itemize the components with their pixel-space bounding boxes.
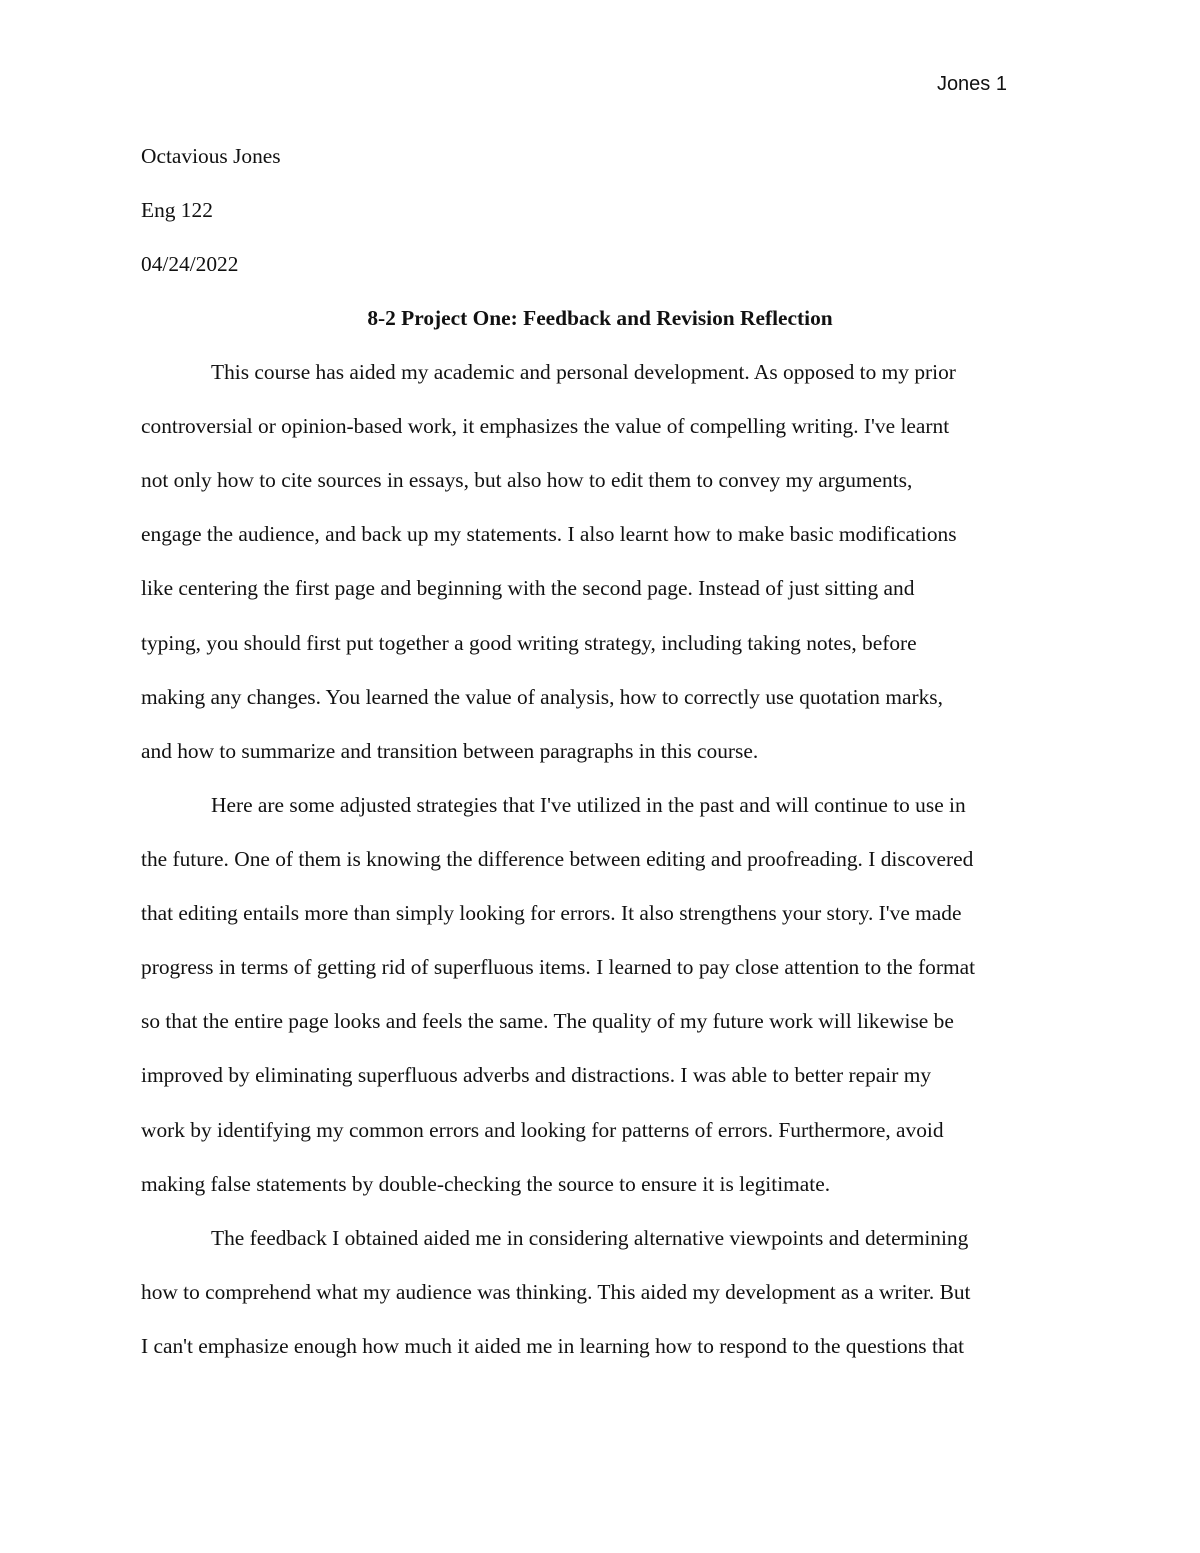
paragraph-1-line-8: and how to summarize and transition between paragraphs in this course. (141, 739, 759, 763)
paragraph-2-line-4: progress in terms of getting rid of superfluous items. I learned to pay close attention to the format (141, 955, 976, 979)
paragraph-2-line-6: improved by eliminating superfluous adverbs and distractions. I was able to better repair my (141, 1063, 932, 1087)
paragraph-1-line-4: engage the audience, and back up my statements. I also learnt how to make basic modifications (141, 522, 957, 546)
document-title: 8-2 Project One: Feedback and Revision Reflection (367, 306, 833, 330)
paragraph-2-line-3: that editing entails more than simply looking for errors. It also strengthens your story. I've made (141, 901, 962, 925)
paragraph-2-line-8: making false statements by double-checking the source to ensure it is legitimate. (141, 1172, 831, 1196)
paragraph-1-line-6: typing, you should first put together a good writing strategy, including taking notes, before (141, 631, 917, 655)
paragraph-3-line-1: The feedback I obtained aided me in considering alternative viewpoints and determining (211, 1226, 969, 1250)
paragraph-1-line-5: like centering the first page and beginning with the second page. Instead of just sitting and (141, 576, 915, 600)
paragraph-1-line-1: This course has aided my academic and personal development. As opposed to my prior (211, 360, 956, 384)
paragraph-2-line-5: so that the entire page looks and feels the same. The quality of my future work will likewise be (141, 1009, 954, 1033)
paragraph-2-line-2: the future. One of them is knowing the difference between editing and proofreading. I discovered (141, 847, 974, 871)
submission-date: 04/24/2022 (141, 252, 239, 276)
paragraph-3-line-3: I can't emphasize enough how much it aided me in learning how to respond to the questions that (141, 1334, 965, 1358)
course-name: Eng 122 (141, 198, 213, 222)
paragraph-2-line-7: work by identifying my common errors and looking for patterns of errors. Furthermore, avoid (141, 1118, 944, 1142)
paragraph-1-line-7: making any changes. You learned the value of analysis, how to correctly use quotation marks, (141, 685, 943, 709)
paragraph-1-line-2: controversial or opinion-based work, it emphasizes the value of compelling writing. I've learnt (141, 414, 950, 438)
paragraph-3-line-2: how to comprehend what my audience was thinking. This aided my development as a writer. But (141, 1280, 971, 1304)
running-head-page-number: Jones 1 (936, 73, 1007, 95)
paragraph-1-line-3: not only how to cite sources in essays, but also how to edit them to convey my arguments, (141, 468, 913, 492)
author-name: Octavious Jones (141, 144, 281, 168)
paragraph-2-line-1: Here are some adjusted strategies that I've utilized in the past and will continue to use in (211, 793, 966, 817)
